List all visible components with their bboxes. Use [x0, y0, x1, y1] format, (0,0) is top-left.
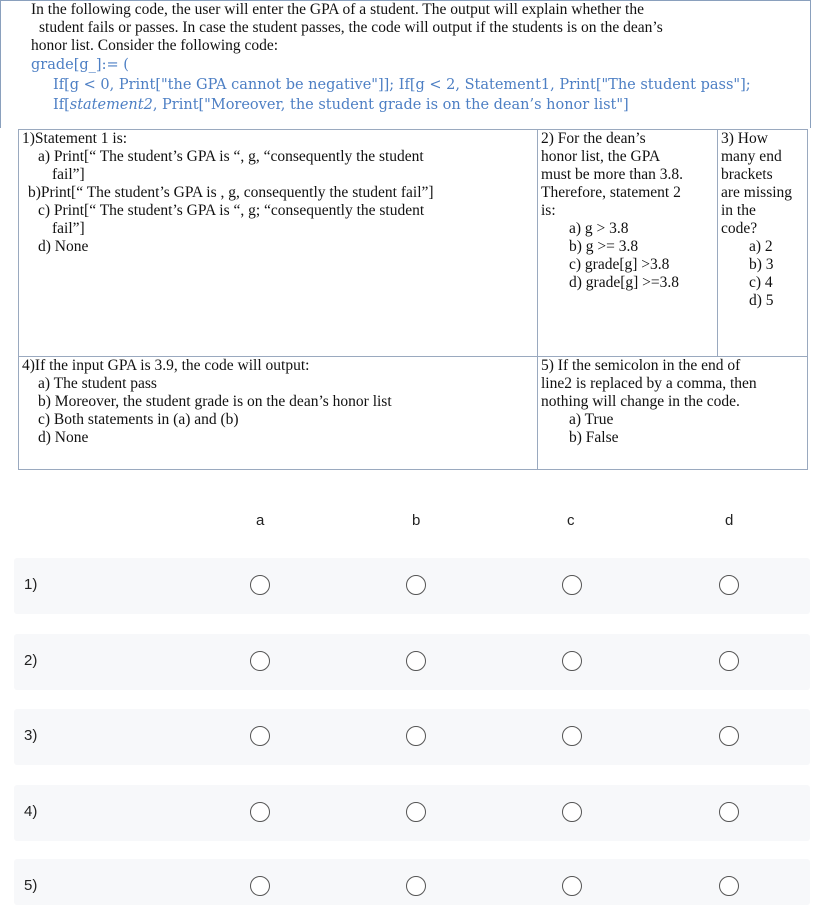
column-header-d: d: [725, 512, 734, 529]
q5-option-a: a) True: [569, 411, 614, 428]
answer-row-4: [14, 785, 810, 841]
radio-5-b[interactable]: [406, 876, 426, 896]
radio-5-a[interactable]: [250, 876, 270, 896]
question-1-cell: 1)Statement 1 is: a) Print[“ The student’s GPA is “, g, “consequently the student fail”] b)Print[“ The student’s GPA is , g, consequently the student fail”] c) Print[“ The student’s GPA is “, g; “consequently the student fail”] d) None: [19, 130, 538, 357]
code-line-2: If[g < 0, Print["the GPA cannot be negative"]]; If[g < 2, Statement1, Print["The student pass"];: [53, 77, 751, 93]
intro-line-1: In the following code, the user will enter the GPA of a student. The output will explain whether the: [31, 1, 644, 18]
q1-option-d: d) None: [38, 238, 89, 255]
q1-option-a: a) Print[“ The student’s GPA is “, g, “consequently the student: [38, 148, 424, 165]
answer-row-2: [14, 634, 810, 690]
column-header-a: a: [256, 512, 265, 529]
radio-5-c[interactable]: [562, 876, 582, 896]
question-3-cell: 3) How many end brackets are missing in the code? a) 2 b) 3 c) 4 d) 5: [718, 130, 808, 357]
q4-title: 4)If the input GPA is 3.9, the code will output:: [22, 357, 310, 374]
radio-3-b[interactable]: [406, 726, 426, 746]
row-label: 1): [24, 576, 38, 593]
row-label: 2): [24, 652, 38, 669]
radio-1-b[interactable]: [406, 575, 426, 595]
q3-option-d: d) 5: [749, 292, 774, 309]
question-intro: [0, 0, 811, 128]
questions-table: [18, 129, 808, 470]
radio-4-c[interactable]: [562, 802, 582, 822]
radio-4-a[interactable]: [250, 802, 270, 822]
answer-row-3: [14, 709, 810, 765]
q3-option-c: c) 4: [749, 274, 773, 291]
radio-2-d[interactable]: [719, 651, 739, 671]
q4-option-b: b) Moreover, the student grade is on the dean’s honor list: [38, 393, 392, 410]
radio-2-a[interactable]: [250, 651, 270, 671]
q3-option-a: a) 2: [749, 238, 773, 255]
radio-2-c[interactable]: [562, 651, 582, 671]
radio-4-b[interactable]: [406, 802, 426, 822]
radio-3-a[interactable]: [250, 726, 270, 746]
q3-option-b: b) 3: [749, 256, 774, 273]
q2-option-b: b) g >= 3.8: [569, 238, 639, 255]
radio-1-c[interactable]: [562, 575, 582, 595]
row-label: 3): [24, 727, 38, 744]
radio-2-b[interactable]: [406, 651, 426, 671]
q4-option-a: a) The student pass: [38, 375, 157, 392]
column-header-c: c: [567, 512, 575, 529]
intro-line-3: honor list. Consider the following code:: [31, 37, 279, 54]
question-5-cell: 5) If the semicolon in the end of line2 is replaced by a comma, then nothing will change in the code. a) True b) False: [538, 357, 808, 470]
radio-3-c[interactable]: [562, 726, 582, 746]
q4-option-c: c) Both statements in (a) and (b): [38, 411, 239, 428]
radio-5-d[interactable]: [719, 876, 739, 896]
answer-row-5: [14, 859, 810, 905]
q2-option-d: d) grade[g] >=3.8: [569, 274, 680, 291]
q5-option-b: b) False: [569, 429, 619, 446]
question-4-cell: [19, 357, 538, 470]
radio-1-d[interactable]: [719, 575, 739, 595]
row-label: 5): [24, 877, 38, 894]
code-line-1: grade[g_]:= (: [31, 57, 129, 73]
radio-4-d[interactable]: [719, 802, 739, 822]
intro-line-2: student fails or passes. In case the student passes, the code will output if the students is on the dean’s: [39, 19, 663, 36]
radio-3-d[interactable]: [719, 726, 739, 746]
row-label: 4): [24, 803, 38, 820]
question-2-cell: 2) For the dean’s honor list, the GPA must be more than 3.8. Therefore, statement 2 is: a) g > 3.8 b) g >= 3.8 c) grade[g] >3.8 d) grade[g] >=3.8: [538, 130, 718, 357]
q2-option-a: a) g > 3.8: [569, 220, 629, 237]
answer-row-1: [14, 558, 810, 614]
column-header-b: b: [412, 512, 421, 529]
radio-1-a[interactable]: [250, 575, 270, 595]
q4-option-d: d) None: [38, 429, 89, 446]
q2-option-c: c) grade[g] >3.8: [569, 256, 670, 273]
q1-option-b: b)Print[“ The student’s GPA is , g, consequently the student fail”]: [28, 184, 434, 201]
q1-option-c: c) Print[“ The student’s GPA is “, g; “consequently the student: [38, 202, 425, 219]
q1-title: 1)Statement 1 is:: [22, 130, 128, 147]
code-line-3: If[statement2, Print["Moreover, the student grade is on the dean’s honor list"]: [53, 97, 629, 113]
